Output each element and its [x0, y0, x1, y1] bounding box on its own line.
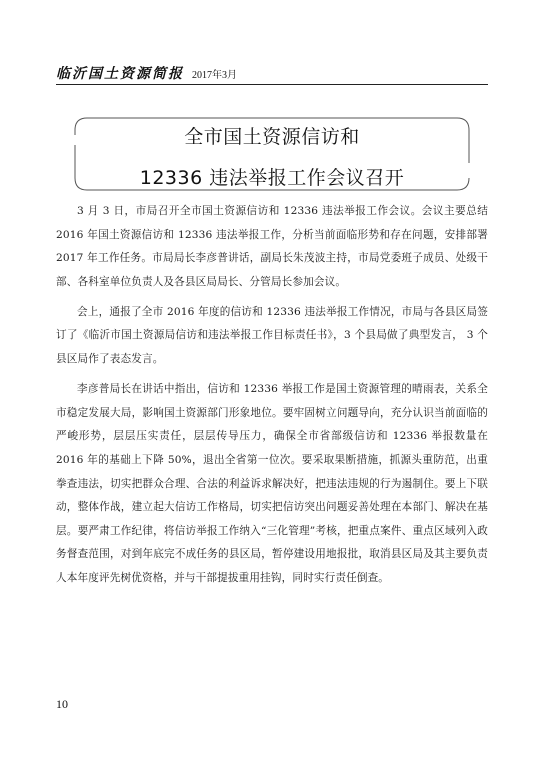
header-divider	[56, 84, 488, 85]
article-paragraph: 3 月 3 日，市局召开全市国土资源信访和 12336 违法举报工作会议。会议主要总结 2016 年国土资源信访和 12336 违法举报工作，分析当前面临形势和存在问题，安排部署 2017 年工作任务。市局局长李彦普讲话，副局长朱茂波主持，市局党委班子成员、处级干部、各科室单位负责人及各县区局局长、分管局长参加会议。	[56, 205, 488, 288]
article-body	[56, 200, 488, 597]
article-paragraph: 会上，通报了全市 2016 年度的信访和 12336 违法举报工作情况，市局与各县区局签订了《临沂市国土资源局信访和违法举报工作目标责任书》，3 个县局做了典型发言， 3 个县区局作了表态发言。	[56, 305, 488, 366]
page-number: 10	[56, 697, 68, 711]
publication-header	[56, 63, 488, 83]
article-title-line-1: 全市国土资源信访和	[184, 126, 360, 148]
article-title-box	[73, 117, 471, 191]
publication-date: 2017年3月	[192, 70, 237, 81]
publication-title: 临沂国土资源简报	[56, 66, 184, 82]
article-title-line-2: 12336 违法举报工作会议召开	[139, 167, 405, 189]
article-paragraph: 李彦普局长在讲话中指出，信访和 12336 举报工作是国土资源管理的晴雨表，关系全市稳定发展大局，影响国土资源部门形象地位。要牢固树立问题导向，充分认识当前面临的严峻形势，层层压实责任，层层传导压力，确保全市省部级信访和 12336 举报数量在 2016 年的基础上下降 50%，退出全省第一位次。要采取果断措施，抓源头重防范，出重拳查违法，切实把群众合理、合法的利益诉求解决好，把违法违规的行为遏制住。要上下联动，整体作战，建立起大信访工作格局，切实把信访突出问题妥善处理在本部门、解决在基层。要严肃工作纪律，将信访举报工作纳入“三化管理”考核，把重点案件、重点区域列入政务督查范围，对到年底完不成任务的县区局，暂停建设用地报批，取消县区局及其主要负责人本年度评先树优资格，并与干部提拔重用挂钩，同时实行责任倒查。	[56, 383, 488, 584]
